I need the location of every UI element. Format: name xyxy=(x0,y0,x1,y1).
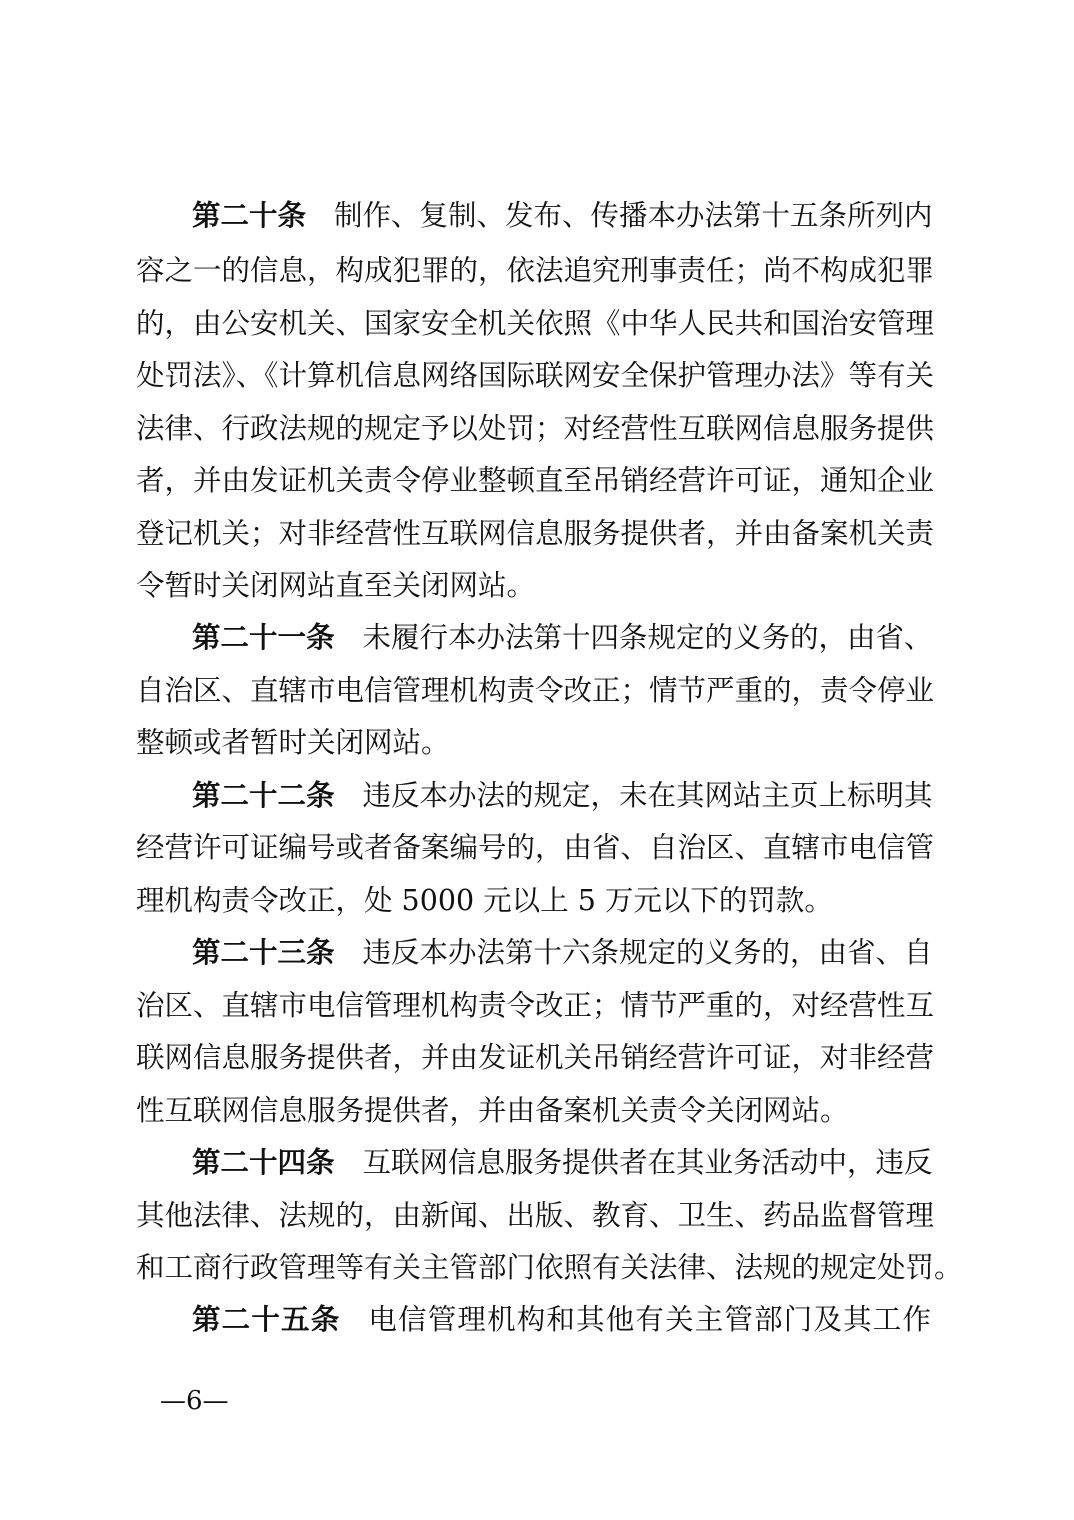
article-22-line: 经营许可证编号或者备案编号的，由省、自治区、直辖市电信管 xyxy=(136,831,935,864)
article-20-line: 处罚法》、《计算机信息网络国际联网安全保护管理办法》等有关 xyxy=(136,359,935,392)
article-21-label: 第二十一条 xyxy=(192,621,335,654)
article-22-line: 理机构责令改正，处 5000 元以上 5 万元以下的罚款。 xyxy=(136,884,833,917)
article-25-label: 第二十五条 xyxy=(192,1303,341,1336)
article-24-first-line xyxy=(192,1145,931,1181)
article-25-first-line xyxy=(192,1302,931,1338)
article-21-line: 自治区、直辖市电信管理机构责令改正；情节严重的，责令停业 xyxy=(136,674,935,707)
article-21-first-line xyxy=(192,620,931,656)
article-24-text: 互联网信息服务提供者在其业务活动中，违反 xyxy=(362,1146,933,1179)
article-22-first-line xyxy=(192,778,931,814)
article-23-text: 违反本办法第十六条规定的义务的，由省、自 xyxy=(362,936,933,969)
article-24-line: 和工商行政管理等有关主管部门依照有关法律、法规的规定处罚。 xyxy=(136,1251,963,1284)
page-number: —6— xyxy=(160,1386,229,1416)
article-20-line: 令暂时关闭网站直至关闭网站。 xyxy=(136,569,536,602)
article-20-line: 容之一的信息，构成犯罪的，依法追究刑事责任；尚不构成犯罪 xyxy=(136,254,935,287)
article-24-label: 第二十四条 xyxy=(192,1146,335,1179)
article-25-text: 电信管理机构和其他有关主管部门及其工作 xyxy=(368,1303,931,1336)
article-20-line: 者，并由发证机关责令停业整顿直至吊销经营许可证，通知企业 xyxy=(136,464,935,497)
article-24-line: 其他法律、法规的，由新闻、出版、教育、卫生、药品监督管理 xyxy=(136,1199,935,1232)
article-23-label: 第二十三条 xyxy=(192,936,335,969)
article-20-line: 的，由公安机关、国家安全机关依照《中华人民共和国治安管理 xyxy=(136,307,935,340)
article-23-line: 治区、直辖市电信管理机构责令改正；情节严重的，对经营性互 xyxy=(136,989,935,1022)
article-23-line: 性互联网信息服务提供者，并由备案机关责令关闭网站。 xyxy=(136,1094,849,1127)
article-20-text: 制作、复制、发布、传播本办法第十五条所列内 xyxy=(334,199,933,232)
article-22-label: 第二十二条 xyxy=(192,779,335,812)
article-20-line: 法律、行政法规的规定予以处罚；对经营性互联网信息服务提供 xyxy=(136,412,935,445)
article-20-line: 登记机关；对非经营性互联网信息服务提供者，并由备案机关责 xyxy=(136,517,935,550)
article-20-first-line xyxy=(192,198,931,234)
article-20-label: 第二十条 xyxy=(192,199,307,232)
article-23-line: 联网信息服务提供者，并由发证机关吊销经营许可证，对非经营 xyxy=(136,1041,935,1074)
article-21-text: 未履行本办法第十四条规定的义务的，由省、 xyxy=(362,621,933,654)
article-23-first-line xyxy=(192,935,931,971)
article-22-text: 违反本办法的规定，未在其网站主页上标明其 xyxy=(362,779,933,812)
article-21-line: 整顿或者暂时关闭网站。 xyxy=(136,726,450,759)
